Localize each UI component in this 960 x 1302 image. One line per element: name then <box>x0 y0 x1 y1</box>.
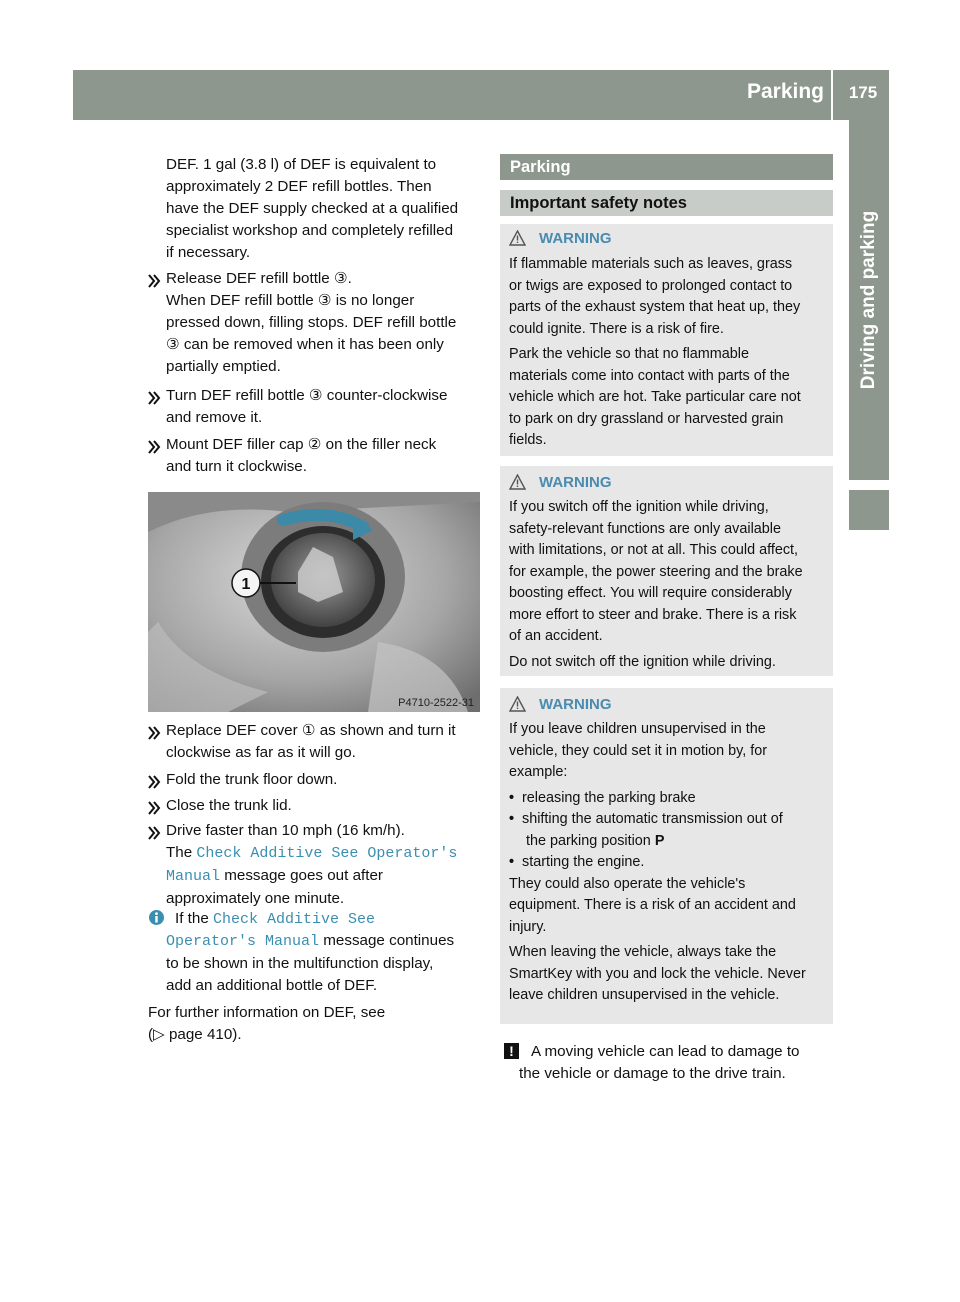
text-line: DEF. 1 gal (3.8 l) of DEF is equivalent to <box>166 156 437 173</box>
side-marker <box>849 490 889 530</box>
step-replace-cover <box>166 720 486 764</box>
info-note <box>175 908 485 931</box>
text-line: ③ can be removed when it has been only <box>166 336 444 353</box>
bullet-continuation <box>509 831 831 853</box>
text-line: and remove it. <box>166 409 263 426</box>
text-line: Mount DEF filler cap ② on the filler neck <box>166 436 437 453</box>
bullet-text: shifting the automatic transmission out of <box>522 811 783 827</box>
text-line: materials come into contact with parts of the <box>509 367 790 384</box>
page-number: 175 <box>848 83 878 102</box>
step-arrow-icon <box>148 826 162 840</box>
text-line: approximately 2 DEF refill bottles. Then <box>166 178 432 195</box>
text-line: specialist workshop and completely refilled <box>166 222 454 239</box>
damage-note-cont <box>519 1063 831 1085</box>
photo-code: P4710-2522-31 <box>398 697 474 709</box>
bullet-icon: • <box>509 811 515 827</box>
warning-text <box>509 719 831 1007</box>
info-icon <box>149 910 164 925</box>
text-line: of an accident. <box>509 628 603 644</box>
text-fragment: message goes out after <box>220 867 383 884</box>
bullet-icon: • <box>509 854 515 870</box>
text-line: vehicle which are hot. Take particular care not <box>509 389 801 405</box>
warning-label: WARNING <box>539 474 612 491</box>
text-line: vehicle, they could set it in motion by, for <box>509 742 768 759</box>
text-line <box>166 865 486 888</box>
page-header-title: Parking <box>746 80 824 103</box>
text-line: SmartKey with you and lock the vehicle. Never <box>509 965 806 982</box>
text-fragment: message continues <box>319 932 455 949</box>
text-line: If you switch off the ignition while driving, <box>509 499 769 515</box>
warning-text <box>509 254 831 452</box>
text-line: A moving vehicle can lead to damage to <box>531 1043 800 1060</box>
warning-triangle-icon <box>509 230 526 246</box>
step-arrow-icon <box>148 440 162 454</box>
text-line: add an additional bottle of DEF. <box>166 977 378 994</box>
display-message: Check Additive See Operator's <box>196 845 458 862</box>
text-line: to be shown in the multifunction display, <box>166 955 434 972</box>
text-line: and turn it clockwise. <box>166 458 307 475</box>
text-line: the vehicle or damage to the drive train. <box>519 1065 786 1082</box>
text-line: to park on dry grassland or harvested grain <box>509 410 784 427</box>
text-line: If you leave children unsupervised in the <box>509 721 766 737</box>
section-title: Parking <box>500 154 833 180</box>
text-line: approximately one minute. <box>166 890 345 907</box>
text-line: Drive faster than 10 mph (16 km/h). <box>166 822 405 839</box>
bullet-icon: • <box>509 789 515 806</box>
text-line: clockwise as far as it will go. <box>166 744 356 761</box>
intro-paragraph <box>166 154 486 264</box>
side-tab-text: Driving and parking <box>858 210 879 390</box>
damage-note <box>531 1041 831 1063</box>
text-line: fields. <box>509 432 547 448</box>
text-line <box>166 930 486 953</box>
text-line: example: <box>509 764 568 780</box>
text-fragment: The <box>166 844 197 861</box>
step-arrow-icon <box>148 801 162 815</box>
warning-label: WARNING <box>539 696 612 713</box>
text-line: Do not switch off the ignition while driving. <box>509 653 776 670</box>
text-line: equipment. There is a risk of an accident and <box>509 897 796 913</box>
text-line: They could also operate the vehicle's <box>509 875 746 892</box>
step-fold-floor: Fold the trunk floor down. <box>166 771 338 788</box>
text-line: For further information on DEF, see <box>148 1004 386 1021</box>
step-arrow-icon <box>148 726 162 740</box>
text-fragment: If the <box>175 910 213 927</box>
page-reference-link[interactable]: (▷ page 410). <box>148 1026 242 1043</box>
text-line: Release DEF refill bottle ③. <box>166 270 352 287</box>
text-line: pressed down, filling stops. DEF refill bottle <box>166 314 457 331</box>
text-line: partially emptied. <box>166 358 281 375</box>
gear-position: P <box>654 832 665 849</box>
bullet-text: releasing the parking brake <box>522 789 696 806</box>
bullet-text: starting the engine. <box>522 854 645 870</box>
text-line: parts of the exhaust system that heat up, they <box>509 299 801 315</box>
warning-triangle-icon <box>509 474 526 490</box>
further-info <box>148 1002 478 1046</box>
step-arrow-icon <box>148 775 162 789</box>
text-line: Turn DEF refill bottle ③ counter-clockwise <box>166 387 448 404</box>
display-message: Operator's Manual <box>166 933 320 950</box>
step-arrow-icon <box>148 391 162 405</box>
def-filler-photo <box>148 492 480 712</box>
exclamation-icon: ! <box>504 1043 519 1059</box>
text-line: with limitations, or not at all. This could affect, <box>509 542 799 558</box>
header-divider <box>831 70 833 120</box>
text-line: When leaving the vehicle, always take the <box>509 944 777 960</box>
text-line: Park the vehicle so that no flammable <box>509 346 749 362</box>
text-line: leave children unsupervised in the vehicle. <box>509 987 780 1003</box>
def-filler-illustration <box>148 492 480 712</box>
subsection-title: Important safety notes <box>500 190 833 216</box>
text-line: When DEF refill bottle ③ is no longer <box>166 292 415 309</box>
display-message: Manual <box>166 868 221 885</box>
step-arrow-icon <box>148 274 162 288</box>
step-close-lid: Close the trunk lid. <box>166 797 292 814</box>
step-drive-faster <box>166 820 486 910</box>
warning-label: WARNING <box>539 230 612 247</box>
text-line: if necessary. <box>166 244 251 261</box>
display-message: Check Additive See <box>213 911 376 928</box>
bullet-item <box>509 852 831 874</box>
warning-text <box>509 497 831 673</box>
text-line <box>175 908 485 931</box>
text-line: If flammable materials such as leaves, grass <box>509 256 793 272</box>
step-turn-bottle <box>166 385 486 429</box>
bullet-item <box>509 788 831 810</box>
bullet-item <box>509 809 831 831</box>
warning-triangle-icon <box>509 696 526 712</box>
text-line: or twigs are exposed to prolonged contact to <box>509 277 793 294</box>
step-release-bottle <box>166 268 486 378</box>
text-fragment: the parking position <box>526 832 655 849</box>
text-line: have the DEF supply checked at a qualified <box>166 200 459 217</box>
info-note-cont <box>166 930 486 997</box>
text-line: could ignite. There is a risk of fire. <box>509 320 724 337</box>
text-line: boosting effect. You will require considerably <box>509 585 792 601</box>
step-mount-cap <box>166 434 486 478</box>
photo-callout: 1 <box>241 576 251 593</box>
text-line: more effort to steer and brake. There is a risk <box>509 606 797 623</box>
text-line: for example, the power steering and the brake <box>509 563 803 580</box>
side-tab-label <box>849 120 889 480</box>
text-line: injury. <box>509 918 547 935</box>
text-line: Replace DEF cover ① as shown and turn it <box>166 722 456 739</box>
text-line: safety-relevant functions are only available <box>509 520 781 537</box>
text-line <box>166 842 486 865</box>
